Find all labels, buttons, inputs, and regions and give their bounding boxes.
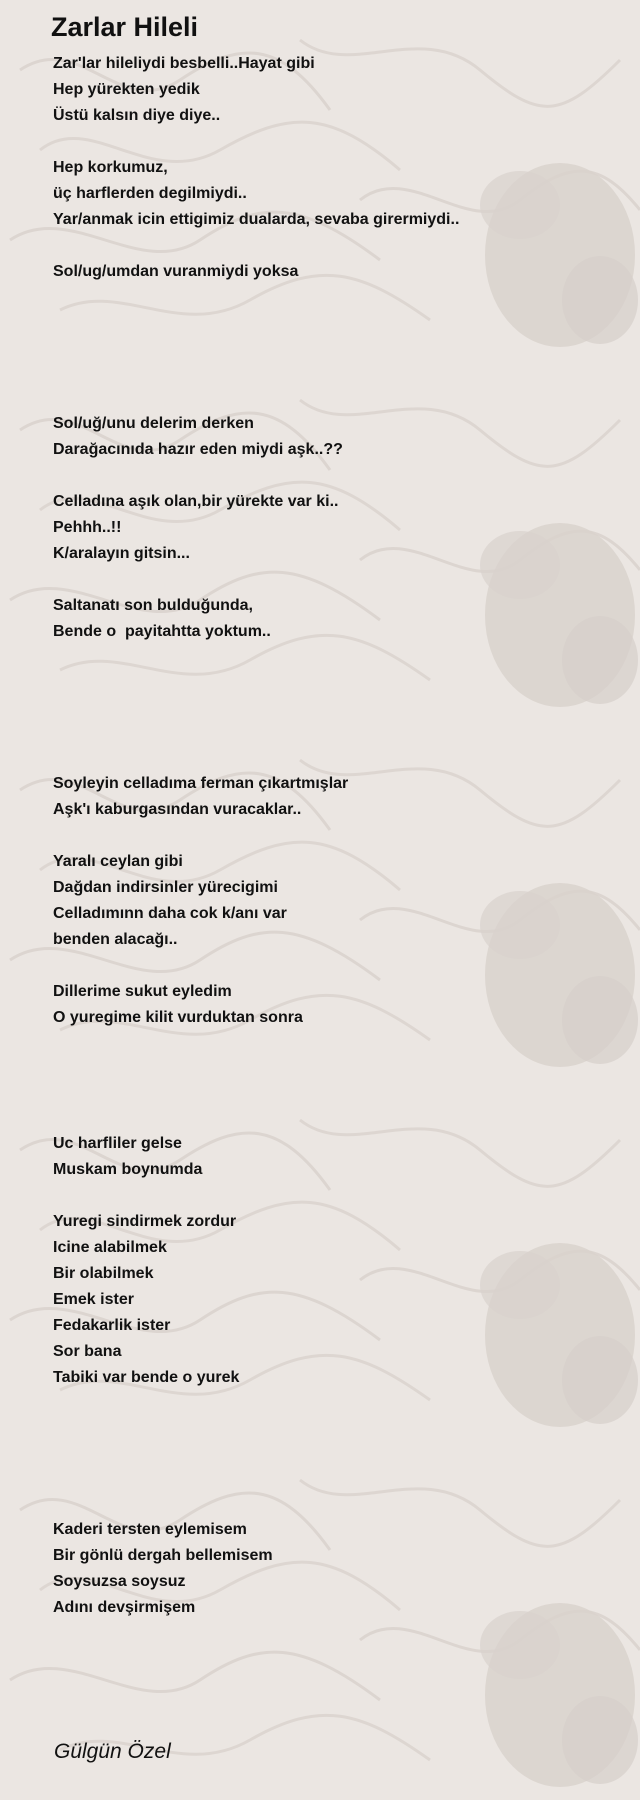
stanza-2 [53,155,459,233]
poem-line: Icine alabilmek [53,1239,167,1256]
poem-line: Soyleyin celladıma ferman çıkartmışlar [53,775,349,792]
stanza-4 [53,411,343,463]
poem-line: Yaralı ceylan gibi [53,853,183,870]
stanza-12 [53,1517,273,1621]
poem-line: Sol/ug/umdan vuranmiydi yoksa [53,263,299,280]
poem-author: Gülgün Özel [54,1740,171,1763]
stanza-5 [53,489,338,567]
poem-line: Aşk'ı kaburgasından vuracaklar.. [53,801,302,818]
poem-line: Tabiki var bende o yurek [53,1369,240,1386]
poem-line: Sor bana [53,1343,122,1360]
poem-line: Zar'lar hileliydi besbelli..Hayat gibi [53,55,315,72]
poem-line: Celladına aşık olan,bir yürekte var ki.. [53,493,339,510]
poem-line: Uc harfliler gelse [53,1135,182,1152]
poem-line: Üstü kalsın diye diye.. [53,107,221,124]
poem-line: üç harflerden degilmiydi.. [53,185,247,202]
poem-line: Bir gönlü dergah bellemisem [53,1547,273,1564]
stanza-8 [53,849,287,953]
poem-line: Saltanatı son bulduğunda, [53,597,253,614]
poem-line: Yar/anmak icin ettigimiz dualarda, sevaba girermiydi.. [53,211,460,228]
poem-title: Zarlar Hileli [51,12,199,42]
poem-line: Celladımınn daha cok k/anı var [53,905,287,922]
poem-line: Dillerime sukut eyledim [53,983,232,1000]
stanza-3 [53,259,298,285]
poem-line: Soysuzsa soysuz [53,1573,186,1590]
poem-line: Pehhh..!! [53,519,122,536]
poem-line: K/aralayın gitsin... [53,545,190,562]
stanza-10 [53,1131,202,1183]
poem-line: Hep korkumuz, [53,159,168,176]
poem-line: Adını devşirmişem [53,1599,196,1616]
stanza-1 [53,51,315,129]
poem-line: Muskam boynumda [53,1161,203,1178]
poem-line: Hep yürekten yedik [53,81,200,98]
poem-line: Dağdan indirsinler yürecigimi [53,879,278,896]
poem-line: Bir olabilmek [53,1265,154,1282]
stanza-7 [53,771,348,823]
poem-line: Darağacınıda hazır eden miydi aşk..?? [53,441,343,458]
poem-line: O yuregime kilit vurduktan sonra [53,1009,303,1026]
stanza-11 [53,1209,239,1391]
poem-line: benden alacağı.. [53,931,178,948]
poem-line: Sol/uğ/unu delerim derken [53,415,254,432]
poem-line: Emek ister [53,1291,134,1308]
poem-line: Kaderi tersten eylemisem [53,1521,247,1538]
stanza-6 [53,593,271,645]
stanza-9 [53,979,303,1031]
poem-line: Yuregi sindirmek zordur [53,1213,237,1230]
poem-line: Fedakarlik ister [53,1317,171,1334]
poem-line: Bende o payitahtta yoktum.. [53,623,271,640]
